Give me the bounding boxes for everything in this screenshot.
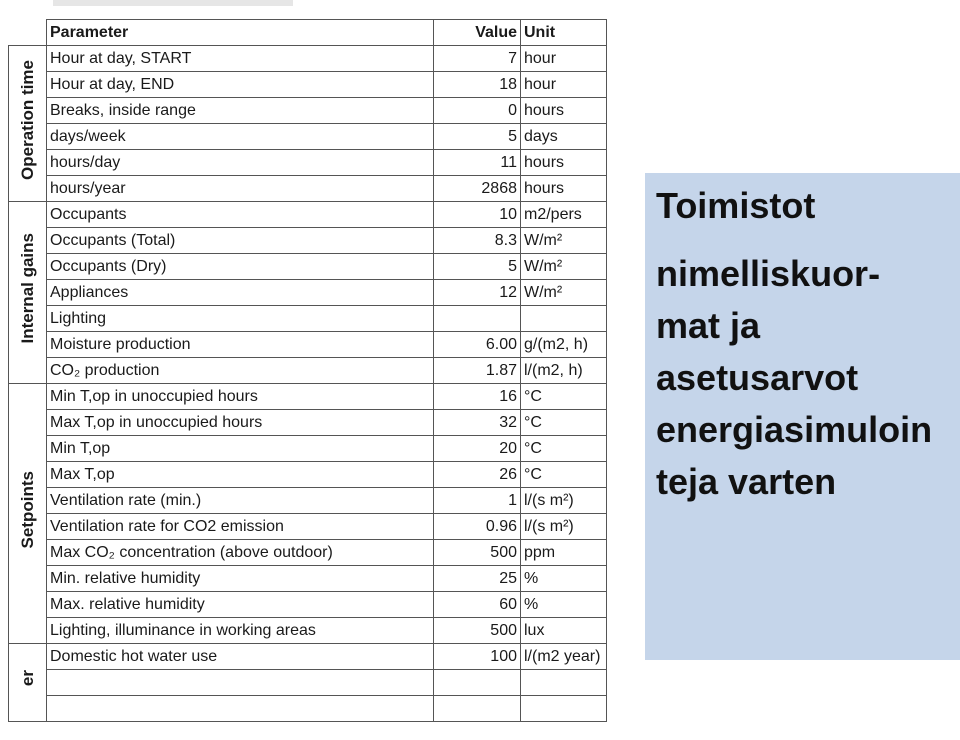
parameter-table (8, 19, 607, 722)
param-cell: Appliances (47, 280, 434, 306)
unit-cell: W/m² (521, 254, 607, 280)
value-cell: 0.96 (434, 514, 521, 540)
value-cell: 500 (434, 618, 521, 644)
value-cell: 1.87 (434, 358, 521, 384)
param-cell: Ventilation rate for CO2 emission (47, 514, 434, 540)
table-row (9, 202, 607, 228)
param-cell: Min T,op in unoccupied hours (47, 384, 434, 410)
group-header-cell (9, 20, 47, 46)
param-cell: Occupants (Dry) (47, 254, 434, 280)
unit-cell: days (521, 124, 607, 150)
value-cell: 5 (434, 254, 521, 280)
value-cell: 2868 (434, 176, 521, 202)
value-cell: 18 (434, 72, 521, 98)
table-row (9, 488, 607, 514)
unit-cell: hour (521, 46, 607, 72)
unit-cell: g/(m2, h) (521, 332, 607, 358)
value-cell: 25 (434, 566, 521, 592)
table-row (9, 280, 607, 306)
table-row (9, 644, 607, 670)
unit-cell: % (521, 566, 607, 592)
unit-cell: m2/pers (521, 202, 607, 228)
unit-cell: °C (521, 462, 607, 488)
table-row (9, 228, 607, 254)
table-row (9, 384, 607, 410)
table-row (9, 670, 607, 696)
unit-cell: l/(m2 year) (521, 644, 607, 670)
unit-cell: hours (521, 176, 607, 202)
info-line: energiasimuloin (656, 409, 933, 450)
param-cell: Min. relative humidity (47, 566, 434, 592)
unit-cell: °C (521, 436, 607, 462)
table-row (9, 124, 607, 150)
value-cell: 12 (434, 280, 521, 306)
info-line: asetusarvot (656, 357, 859, 398)
value-column-header: Value (434, 20, 521, 46)
unit-cell (521, 306, 607, 332)
param-cell: Max T,op (47, 462, 434, 488)
value-cell: 7 (434, 46, 521, 72)
table-row (9, 540, 607, 566)
table-body (9, 46, 607, 722)
table-row (9, 462, 607, 488)
value-cell: 500 (434, 540, 521, 566)
info-line: teja varten (656, 461, 837, 502)
unit-cell (521, 670, 607, 696)
value-cell: 60 (434, 592, 521, 618)
table-row (9, 176, 607, 202)
value-cell: 100 (434, 644, 521, 670)
unit-cell: l/(s m²) (521, 514, 607, 540)
table-row (9, 618, 607, 644)
table-row (9, 358, 607, 384)
value-cell: 26 (434, 462, 521, 488)
unit-cell: °C (521, 410, 607, 436)
param-cell: hours/year (47, 176, 434, 202)
param-cell: Ventilation rate (min.) (47, 488, 434, 514)
value-cell: 16 (434, 384, 521, 410)
cropped-header-strip (53, 0, 293, 6)
table-row (9, 436, 607, 462)
param-cell: Occupants (Total) (47, 228, 434, 254)
info-line: nimelliskuor- (656, 253, 881, 294)
group-label: Operation time (17, 59, 37, 180)
table-row (9, 410, 607, 436)
param-cell (47, 696, 434, 722)
table-row (9, 306, 607, 332)
group-label-cell (9, 46, 47, 202)
unit-cell: ppm (521, 540, 607, 566)
param-cell: days/week (47, 124, 434, 150)
group-label: Internal gains (17, 233, 37, 344)
value-cell (434, 696, 521, 722)
table-row (9, 332, 607, 358)
param-cell: Breaks, inside range (47, 98, 434, 124)
table-header-row (9, 20, 607, 46)
param-cell: Min T,op (47, 436, 434, 462)
parameter-column-header: Parameter (47, 20, 434, 46)
param-cell: Hour at day, START (47, 46, 434, 72)
info-line: mat ja (656, 305, 761, 346)
value-cell: 10 (434, 202, 521, 228)
info-title: Toimistot (656, 185, 816, 226)
value-cell: 6.00 (434, 332, 521, 358)
info-body (656, 248, 956, 508)
unit-cell: °C (521, 384, 607, 410)
table-row (9, 696, 607, 722)
param-cell: Hour at day, END (47, 72, 434, 98)
group-label-cell (9, 644, 47, 722)
param-cell: hours/day (47, 150, 434, 176)
table-row (9, 150, 607, 176)
group-label-cell (9, 384, 47, 644)
unit-cell: hours (521, 98, 607, 124)
value-cell: 8.3 (434, 228, 521, 254)
param-cell: Max CO₂ concentration (above outdoor) (47, 540, 434, 566)
param-cell: Max T,op in unoccupied hours (47, 410, 434, 436)
value-cell: 5 (434, 124, 521, 150)
table-row (9, 98, 607, 124)
param-cell: Domestic hot water use (47, 644, 434, 670)
unit-cell: W/m² (521, 228, 607, 254)
group-label: Setpoints (17, 470, 37, 549)
group-label-cell (9, 202, 47, 384)
param-cell: Occupants (47, 202, 434, 228)
param-cell: Max. relative humidity (47, 592, 434, 618)
info-box (645, 173, 960, 660)
unit-column-header: Unit (521, 20, 607, 46)
table-row (9, 72, 607, 98)
parameter-table-sheet (8, 0, 622, 740)
unit-cell: hour (521, 72, 607, 98)
table-row (9, 592, 607, 618)
unit-cell (521, 696, 607, 722)
unit-cell: W/m² (521, 280, 607, 306)
table-row (9, 566, 607, 592)
table-row (9, 254, 607, 280)
value-cell: 1 (434, 488, 521, 514)
unit-cell: lux (521, 618, 607, 644)
unit-cell: % (521, 592, 607, 618)
unit-cell: l/(s m²) (521, 488, 607, 514)
param-cell (47, 670, 434, 696)
table-row (9, 514, 607, 540)
value-cell (434, 670, 521, 696)
value-cell: 0 (434, 98, 521, 124)
value-cell (434, 306, 521, 332)
value-cell: 11 (434, 150, 521, 176)
group-label: er (17, 670, 37, 687)
param-cell: Moisture production (47, 332, 434, 358)
param-cell: Lighting (47, 306, 434, 332)
value-cell: 20 (434, 436, 521, 462)
param-cell: Lighting, illuminance in working areas (47, 618, 434, 644)
unit-cell: l/(m2, h) (521, 358, 607, 384)
value-cell: 32 (434, 410, 521, 436)
unit-cell: hours (521, 150, 607, 176)
param-cell: CO₂ production (47, 358, 434, 384)
table-row (9, 46, 607, 72)
